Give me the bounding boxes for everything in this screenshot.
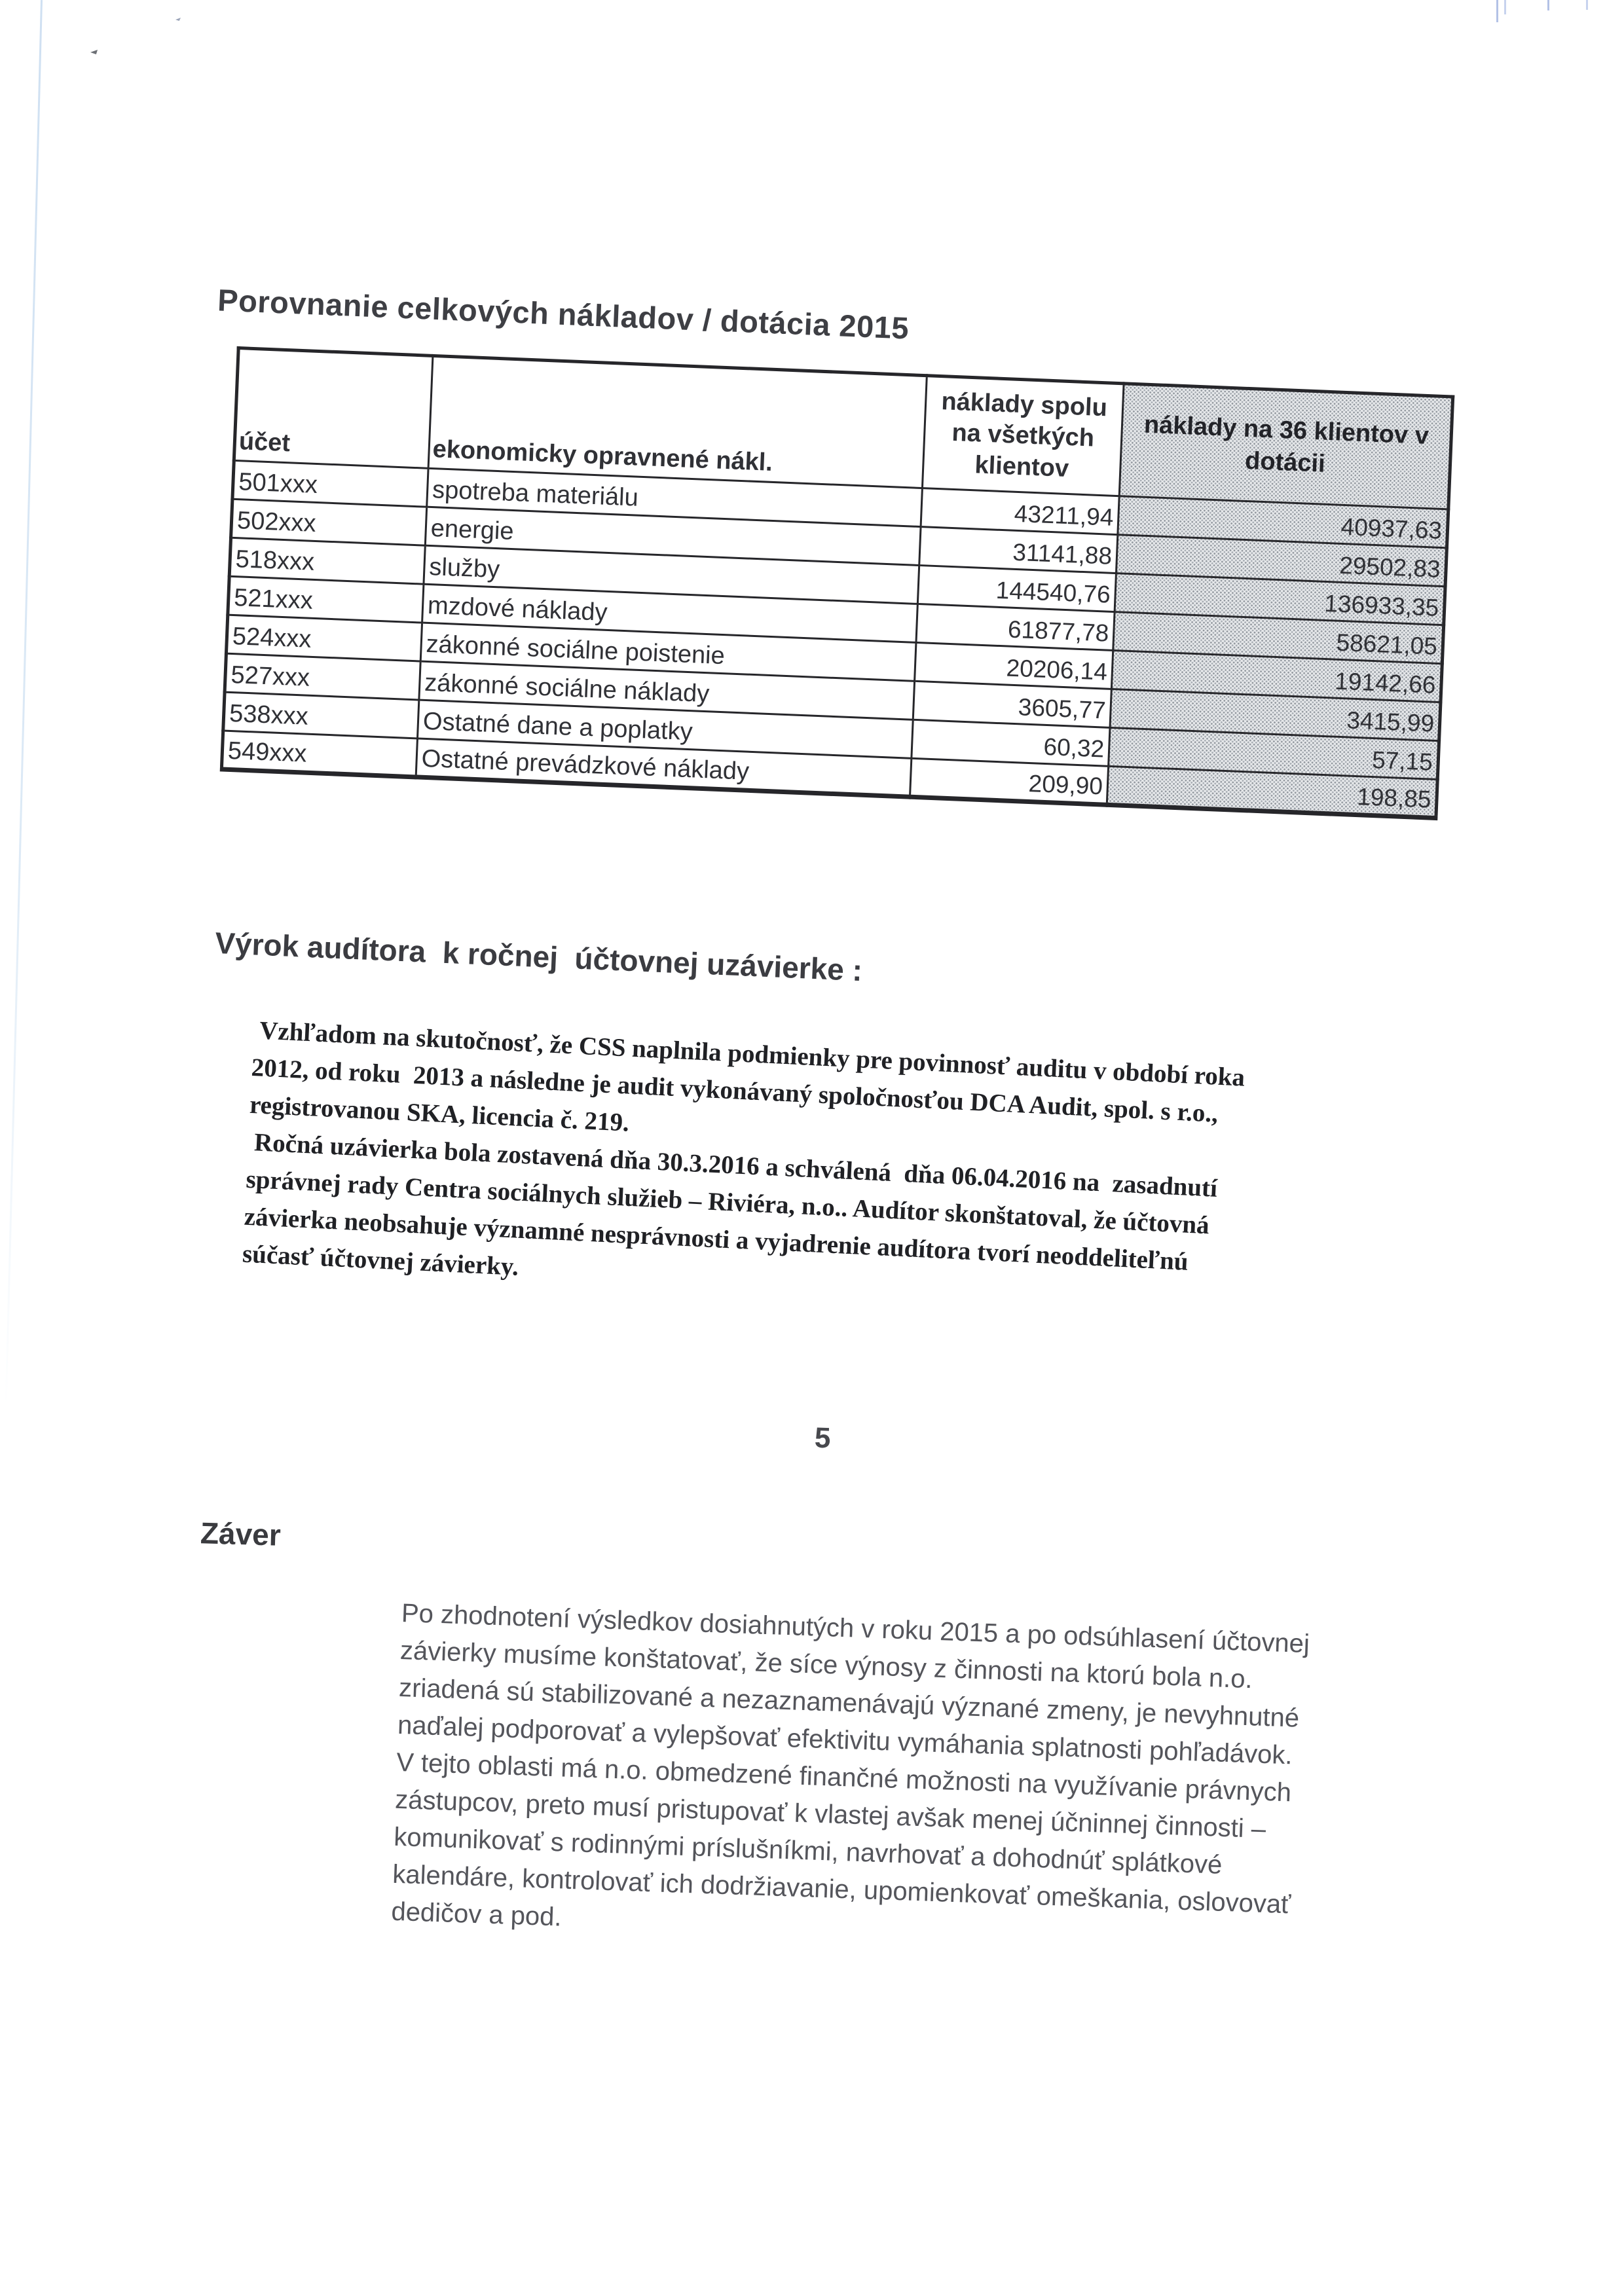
cell-subsidy: 57,15: [1109, 727, 1439, 779]
header-ucet: účet: [234, 348, 433, 469]
scan-mark: [1547, 0, 1549, 10]
cell-account: 538xxx: [223, 692, 419, 738]
header-ekonomicky-opravnene: ekonomicky opravnené nákl.: [428, 355, 927, 488]
scan-mark: [1496, 0, 1498, 22]
auditor-opinion-paragraph: Vzhľadom na skutočnosť, že CSS naplnila podmienky pre povinnosť auditu v období roka 2012, od roku 2013 a následne je audit vykonávaný spoločnosťou DCA Audit, spol. s r.o., registrovanou SKA, licencia č. 219. Ročná uzávierka bola zostavená dňa 30.3.2016 a schválená dňa 06.04.2016 na zasadnutí správnej rady Centra sociálnych služieb – Riviéra, n.o.. Audítor skonštatoval, že účtovná závierka neobsahuje významné nesprávnosti a vyjadrenie audítora tvorí neoddeliteľnú súčasť účtovnej závierky.: [242, 1015, 1246, 1281]
cell-cost-name: Ostatné prevádzkové náklady: [416, 738, 912, 797]
cell-cost-name: služby: [424, 545, 919, 604]
cell-total: 20206,14: [915, 642, 1113, 689]
page-number: 5: [814, 1421, 832, 1455]
cell-total: 31141,88: [919, 527, 1118, 574]
costs-table-wrapper: [220, 346, 1455, 820]
conclusion-heading: Záver: [200, 1516, 282, 1552]
cell-account: 527xxx: [225, 653, 420, 700]
cell-cost-name: Ostatné dane a poplatky: [417, 700, 913, 758]
cell-total: 43211,94: [921, 488, 1119, 535]
cell-total: 209,90: [910, 758, 1108, 805]
cell-subsidy: 3415,99: [1110, 689, 1441, 740]
ink-speck: [90, 50, 98, 54]
paper-edge-scan-line: [5, 0, 43, 1407]
cell-cost-name: zákonné sociálne náklady: [419, 661, 915, 720]
costs-table: [220, 346, 1455, 820]
cell-total: 3605,77: [913, 681, 1111, 727]
cell-account: 524xxx: [226, 615, 422, 661]
cell-account: 521xxx: [228, 576, 424, 623]
cell-account: 502xxx: [231, 499, 427, 545]
cell-account: 549xxx: [221, 731, 417, 777]
cell-subsidy: 40937,63: [1118, 496, 1449, 548]
cell-subsidy: 19142,66: [1111, 650, 1442, 702]
scan-artifact-marks: [1496, 0, 1601, 29]
scan-mark: [1586, 0, 1588, 10]
cell-cost-name: energie: [425, 507, 921, 565]
cell-total: 60,32: [912, 720, 1110, 766]
header-naklady-spolu: náklady spolu na všetkých klientov: [922, 376, 1124, 496]
scan-mark: [1504, 0, 1506, 14]
cell-account: 501xxx: [232, 460, 428, 507]
cell-cost-name: zákonné sociálne poistenie: [420, 623, 916, 681]
cell-cost-name: mzdové náklady: [422, 584, 918, 642]
conclusion-paragraph: Po zhodnotení výsledkov dosiahnutých v roku 2015 a po odsúhlasení účtovnej závierky musíme konštatovať, že síce výnosy z činnosti na ktorú bola n.o. zriadená sú stabilizované a nezaznamenávajú význané zmeny, je nevyhnutné naďalej podporovať a vylepšovať efektivitu vymáhania splatnosti pohľadávok. V tejto oblasti má n.o. obmedzené finančné možnosti na využívanie právnych zástupcov, preto musí pristupovať k vlastej avšak menej účninnej činnosti – komunikovať s rodinnými príslušníkmi, navrhovať a dohodnúť splátkové kalendáre, kontrolovať ich dodržiavanie, upomienkovať omeškania, oslovovať dedičov a pod.: [390, 1598, 1310, 1932]
cell-cost-name: spotreba materiálu: [427, 468, 923, 526]
cell-account: 518xxx: [229, 538, 425, 584]
ink-speck: [175, 18, 181, 21]
section-title-comparison: Porovnanie celkových nákladov / dotácia 2015: [217, 282, 910, 346]
cell-total: 144540,76: [917, 566, 1116, 612]
cell-subsidy: 136933,35: [1115, 574, 1445, 625]
cell-subsidy: 29502,83: [1116, 535, 1447, 587]
header-naklady-dotacia: náklady na 36 klientov v dotácii: [1119, 384, 1452, 509]
cell-subsidy: 198,85: [1107, 766, 1437, 818]
cell-subsidy: 58621,05: [1113, 612, 1444, 664]
cell-total: 61877,78: [916, 604, 1115, 650]
auditor-opinion-heading: Výrok audítora k ročnej účtovnej uzávierke :: [214, 925, 864, 988]
